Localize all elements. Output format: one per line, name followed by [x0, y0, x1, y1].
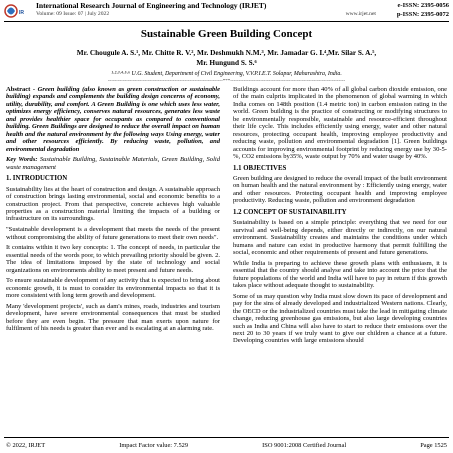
- abstract-text: Green building (also known as green construction or sustainable building) expands and complements the building design concerns of economy, utility, durability, and comfort. A Green Building is one which uses less water, optimizes energy efficiency, conserves natural resources, generates less waste and provides healthier space for occupants as compared to conventional building. Green Buildings are designed to reduce the overall impact on human health and the natural environment by the following ways Using energy, water and other resources efficiently. By reducing waste, pollution, and environmental degradation: [6, 86, 220, 153]
- journal-header: [0, 0, 453, 22]
- copyright: © 2022, IRJET: [6, 442, 46, 449]
- abstract-label: Abstract -: [6, 86, 36, 93]
- intro-paragraph-5: Many 'development projects', such as dam's mines, roads, industries and tourism development, have severe environmental consequences that must be studied before they are even begin. The pressure that man exerts upon nature for fulfilment of his needs is greater than ever and is escalating at an alarming rate.: [6, 302, 220, 333]
- issn-block: [397, 1, 449, 19]
- keywords-label: Key Words:: [6, 156, 38, 164]
- volume-issue: Volume: 09 Issue: 07 | July 2022: [36, 11, 110, 17]
- paper-title: Sustainable Green Building Concept: [140, 28, 313, 40]
- page-footer: [6, 442, 447, 449]
- journal-name: International Research Journal of Engineering and Technology (IRJET): [36, 1, 267, 10]
- intro-heading: 1. INTRODUCTION: [6, 175, 68, 183]
- objectives-paragraph: Green building are designed to reduce the overall impact of the built environment on human health and the natural environment by : Efficiently using energy, water and other resources. Protecting occupant health and improving employee productivity. Reducing waste, pollution and environment degradation: [233, 174, 447, 205]
- sustainability-heading: 1.2 CONCEPT OF SUSTAINABILITY: [233, 208, 347, 216]
- page-number: Page 1525: [420, 442, 447, 449]
- sustainability-paragraph-3: Some of us may question why India must slow down its pace of development and pay for the sins of already developed and industrialized Western nations. Clearly, the OECD or the industrialized countries must take the lead in mitigating climate change, reducing greenhouse gas emissions, but also large developing countries such as India and China will also have to start to reduce their emissions over the next 20 to 30 years if we truly want to give our children a chance at a future. Developing countries with large emissions should: [233, 292, 447, 345]
- pissn: p-ISSN: 2395-0072: [396, 11, 449, 18]
- journal-website[interactable]: www.irjet.net: [345, 11, 376, 17]
- journal-subline: [36, 11, 376, 17]
- impact-factor: Impact Factor value: 7.529: [119, 442, 189, 449]
- header-rule: [4, 21, 449, 22]
- svg-text:IR: IR: [19, 10, 24, 16]
- keywords-text: Sustainable Building, Sustainable Materials, Green Building, Solid waste management: [6, 156, 220, 171]
- objectives-heading: 1.1 OBJECTIVES: [233, 164, 287, 172]
- eissn: e-ISSN: 2395-0056: [397, 2, 449, 9]
- keywords: [6, 156, 220, 171]
- irjet-logo: [4, 1, 32, 21]
- right-column: [233, 86, 447, 426]
- authors-line-1: Mr. Chougule A. S.¹, Mr. Chitte R. V.², Mr. Deshmukh N.M.³, Mr. Jamadar G. I.⁴,Mr. Silar S. A.⁵,: [76, 48, 377, 57]
- sustainability-paragraph-2: While India is preparing to achieve these growth plans with enthusiasm, it is essential that the country should analyse and take into account the price that the future populations of the world and India will have to pay in return if this growth takes place without adequate thought to sustainability.: [233, 259, 447, 290]
- iso-certification: ISO 9001:2008 Certified Journal: [262, 442, 347, 449]
- authors-line-2: Mr. Hungund S. S.⁶: [196, 58, 257, 67]
- sustainability-paragraph-1: Sustainability is based on a simple principle: everything that we need for our survival and well-being depends, either directly or indirectly, on our natural environment. Sustainability creates and maintains the conditions under which humans and nature can exist in productive harmony that permit fulfilling the social, economic and other requirements of present and future generations.: [233, 219, 447, 257]
- intro-paragraph-4: To ensure sustainable development of any activity that is expected to bring about economic growth, it is must to consider its environmental impacts so that it is more consistent with long term growth and development.: [6, 277, 220, 300]
- intro-paragraph-1: Sustainability lies at the heart of construction and design. A sustainable approach of construction brings lasting environmental, social and economic benefits to a construction project. From that perspective, concrete achieves high valuable properties as a construction material limiting the impacts of a building or infrastructure on its surroundings.: [6, 185, 220, 223]
- intro-paragraph-2: "Sustainable development is a development that meets the needs of the present without compromising the ability of future generations to meet their own needs".: [6, 226, 220, 241]
- footer-rule: [4, 437, 449, 438]
- left-column: [6, 86, 220, 426]
- abstract: [6, 86, 220, 153]
- section-separator: ---------------------------------------------------------------------***---------------------------------------------------------------------: [107, 79, 346, 84]
- author-list: [0, 48, 453, 68]
- intro-paragraph-3: It contains within it two key concepts: 1. The concept of needs, in particular the essential needs of the words poor, to which prevailing priority should be given. 2. The idea of limitations imposed by the state of technology and social organizations on environments ability to meet present and future needs.: [6, 244, 220, 274]
- affiliation: ¹·²·³·⁴·⁵·⁶ U.G. Student, Department of Civil Engineering, V.V.P.I.E.T. Solapur, Maharashtra, India.: [111, 71, 342, 77]
- right-paragraph-1: Buildings account for more than 40% of all global carbon dioxide emission, one of the main culprits implicated in the phenomenon of global warming in which India comes on 148th position (1.4 metric ton) in carbon emission rating in the world. Green building is the practice of constructing or modifying structures to be environmentally responsible, sustainable and resource-efficient throughout their life cycle. This includes efficiently using energy, water and other natural resources, protecting occupant health, improving employee productivity and reducing waste, pollution and environmental degradation [1]. Green buildings accounts for improving environmental footprint by reducing energy use by 30-5-%, CO2 emissions by35%, waste output by 70% and water usage by 40%.: [233, 86, 447, 161]
